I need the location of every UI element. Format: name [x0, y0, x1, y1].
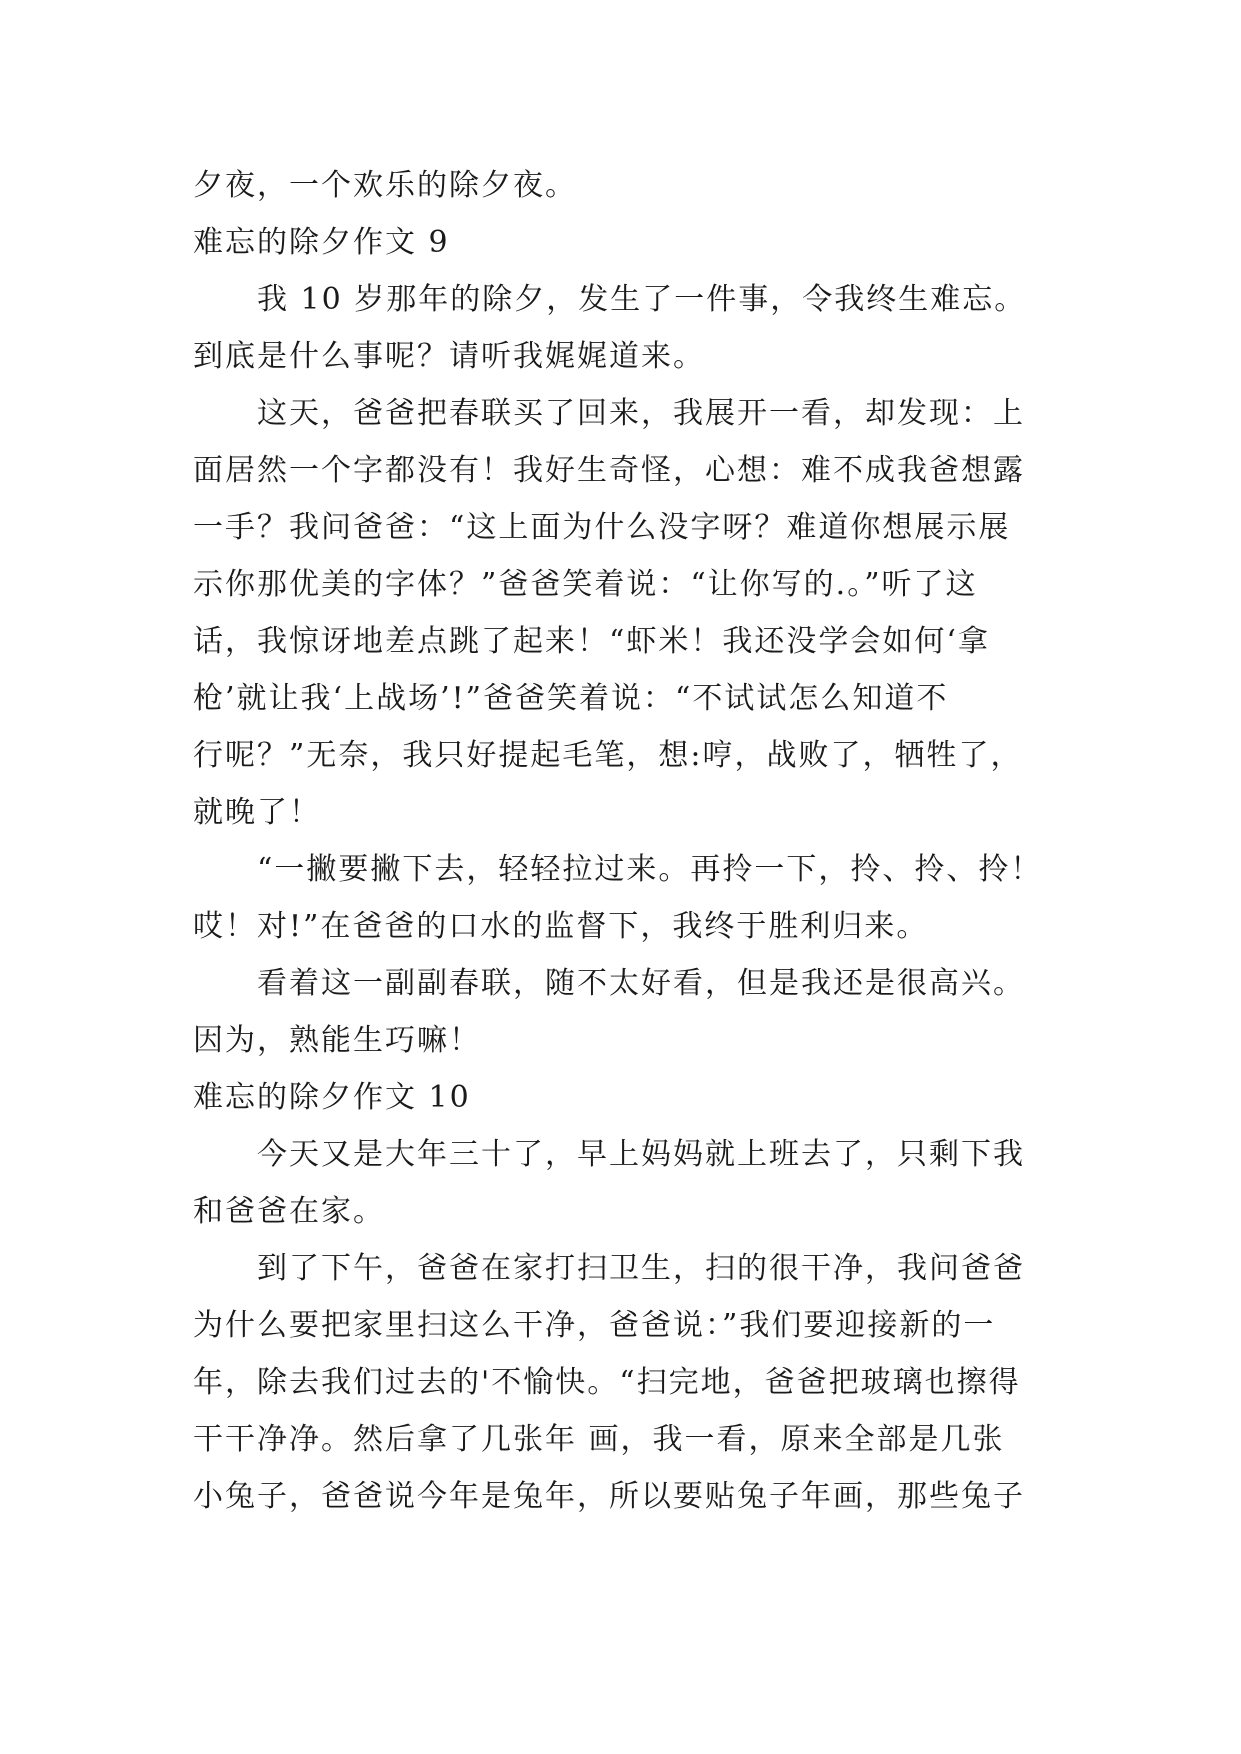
paragraph-line: 面居然一个字都没有！我好生奇怪，心想：难不成我爸想露 [193, 453, 1025, 488]
section-title: 难忘的除夕作文 9 [193, 225, 450, 260]
paragraph-line: 小兔子，爸爸说今年是兔年，所以要贴兔子年画，那些兔子 [193, 1479, 1025, 1514]
paragraph-line: 为什么要把家里扫这么干净，爸爸说：”我们要迎接新的一 [193, 1308, 996, 1343]
paragraph-line: 话，我惊讶地差点跳了起来！“虾米！我还没学会如何‘拿 [193, 624, 990, 659]
paragraph-line: 我 10 岁那年的除夕，发生了一件事，令我终生难忘。 [257, 282, 1027, 317]
section-title: 难忘的除夕作文 10 [193, 1080, 471, 1115]
text-line: 夕夜，一个欢乐的除夕夜。 [193, 168, 577, 203]
paragraph-line: 示你那优美的字体？”爸爸笑着说：“让你写的.。”听了这 [193, 567, 978, 602]
paragraph-line: 到底是什么事呢？请听我娓娓道来。 [193, 339, 705, 374]
paragraph-line: 枪’就让我‘上战场’!”爸爸笑着说：“不试试怎么知道不 [193, 681, 949, 716]
paragraph-line: “一撇要撇下去，轻轻拉过来。再拎一下，拎、拎、拎！ [257, 852, 1043, 887]
paragraph-line: 和爸爸在家。 [193, 1194, 385, 1229]
paragraph-line: 干干净净。然后拿了几张年 画，我一看，原来全部是几张 [193, 1422, 1005, 1457]
paragraph-line: 今天又是大年三十了，早上妈妈就上班去了，只剩下我 [257, 1137, 1025, 1172]
paragraph-line: 哎！对!”在爸爸的口水的监督下，我终于胜利归来。 [193, 909, 929, 944]
paragraph-line: 年，除去我们过去的'不愉快。“扫完地，爸爸把玻璃也擦得 [193, 1365, 1021, 1400]
paragraph-line: 一手？我问爸爸：“这上面为什么没字呀？难道你想展示展 [193, 510, 1011, 545]
paragraph-line: 看着这一副副春联，随不太好看，但是我还是很高兴。 [257, 966, 1025, 1001]
paragraph-line: 就晚了！ [193, 795, 321, 830]
paragraph-line: 这天，爸爸把春联买了回来，我展开一看，却发现：上 [257, 396, 1025, 431]
paragraph-line: 因为，熟能生巧嘛！ [193, 1023, 481, 1058]
paragraph-line: 行呢？”无奈，我只好提起毛笔，想:哼，战败了，牺牲了， [193, 738, 1023, 773]
paragraph-line: 到了下午，爸爸在家打扫卫生，扫的很干净，我问爸爸 [257, 1251, 1025, 1286]
